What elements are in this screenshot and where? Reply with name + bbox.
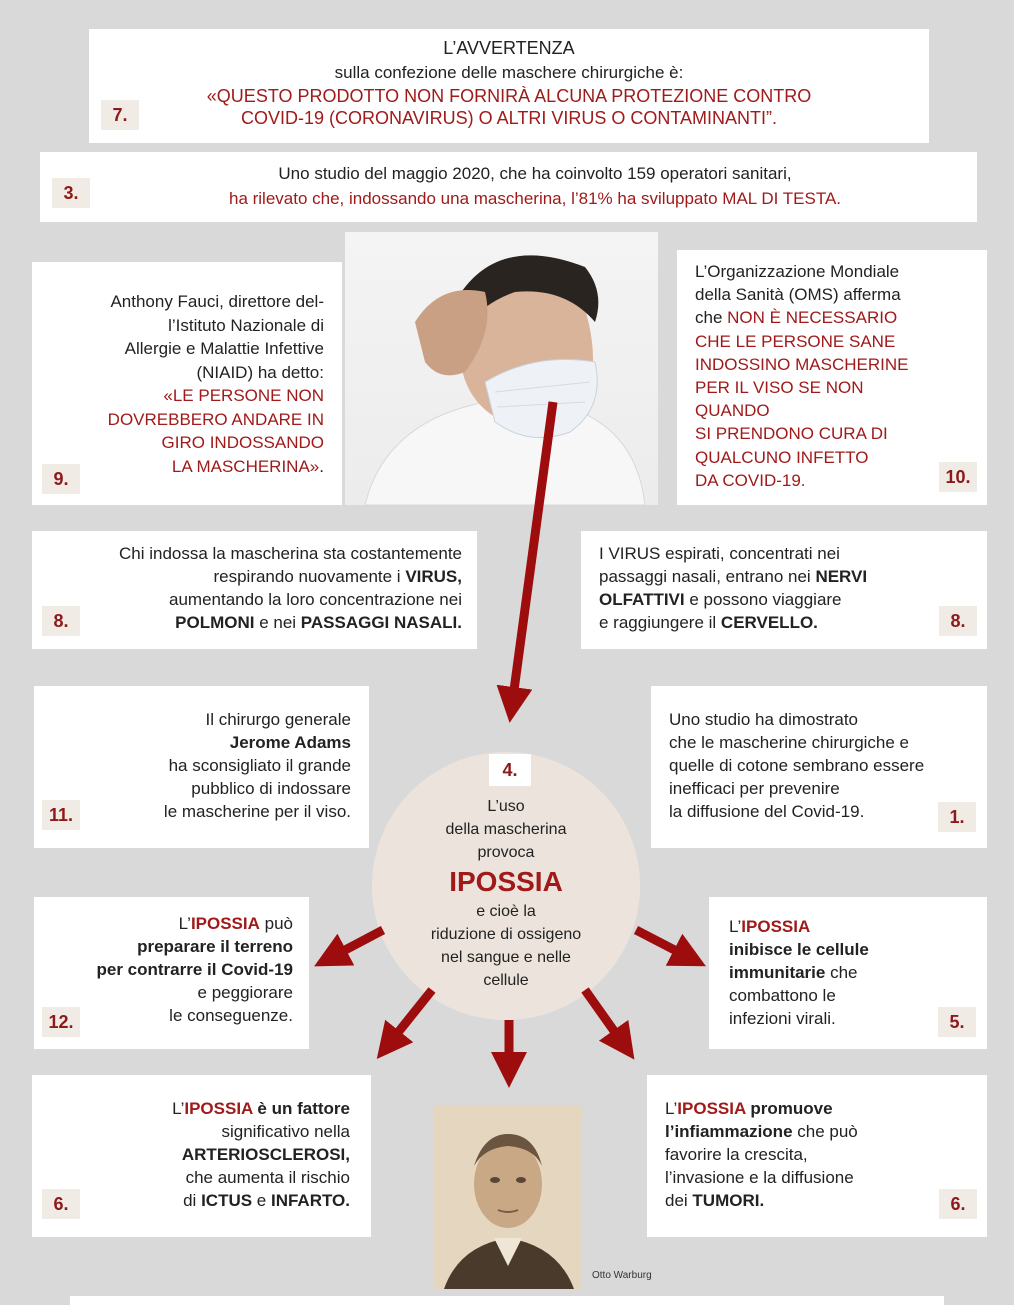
hypoxia-keyword: IPOSSIA [677,1099,746,1118]
surgeon-line: Il chirurgo generale [205,710,351,729]
surgeon-line: ha sconsigliato il grande [168,756,351,775]
tumor-bold: promuove [745,1099,833,1118]
tumor-line: l’invasione e la diffusione [665,1168,854,1187]
point-number: 8. [42,606,80,636]
study-inefficacy-box [651,686,987,848]
inefficacy-line: quelle di cotone sembrano essere [669,756,925,775]
fauci-line: Allergie e Malattie Infettive [124,339,324,358]
inefficacy-line: Uno studio ha dimostrato [669,710,858,729]
hypoxia-covid-line: L’ [178,914,191,933]
arteriosclerosis-bold: INFARTO. [270,1191,350,1210]
inefficacy-line: la diffusione del Covid-19. [669,802,865,821]
study-line2: ha rilevato che, indossando una mascherina, l’81% ha sviluppato MAL DI TESTA. [228,189,842,208]
arteriosclerosis-line: di [183,1191,202,1210]
hypoxia-line: nel sangue e nelle [441,949,571,966]
surgeon-line: le mascherine per il viso. [163,802,351,821]
fauci-box [32,262,342,505]
who-quote-line: INDOSSINO MASCHERINE [695,354,909,374]
warning-box [89,29,929,143]
surgeon-general-box [34,686,369,848]
rebreathing-bold: VIRUS, [405,567,462,586]
who-quote-line: CHE LE PERSONE SANE [695,331,896,351]
fauci-line: (NIAID) ha detto: [196,362,324,382]
masked-man-photo [345,232,658,505]
warning-subtitle: sulla confezione delle maschere chirurgiche è: [334,63,684,82]
who-line: che [695,308,728,328]
fauci-quote-end: . [319,456,324,476]
hypoxia-covid-line: e peggiorare [197,983,293,1002]
fauci-intro [42,290,324,478]
warning-title: L’AVVERTENZA [443,38,575,58]
arteriosclerosis-line: che aumenta il rischio [185,1168,350,1187]
study-line1: Uno studio del maggio 2020, che ha coinvolto 159 operatori sanitari, [278,164,792,183]
who-quote-line: DA COVID-19. [695,470,806,490]
who-quote-line: QUANDO [695,401,770,421]
arrow-right [636,930,690,958]
arteriosclerosis-bold: è un fattore [252,1099,350,1118]
inefficacy-line: inefficaci per prevenire [669,779,840,798]
surgeon-name: Jerome Adams [229,733,351,752]
who-quote-line: SI PRENDONO CURA DI [695,424,888,444]
hypoxia-tumor-box [647,1075,987,1237]
point-number: 10. [939,462,977,492]
fauci-quote-line: GIRO INDOSSANDO [161,433,324,452]
hypoxia-arteriosclerosis-box [32,1075,371,1237]
hypoxia-keyword: IPOSSIA [741,917,811,936]
point-number: 12. [42,1007,80,1037]
hypoxia-covid-bold: preparare il terreno [137,937,293,956]
tumor-line: dei [665,1191,693,1210]
hypoxia-line: cellule [483,972,529,989]
hypoxia-immune-line: che [825,963,858,982]
portrait-caption: Otto Warburg [592,1270,652,1281]
rebreathing-line: e nei [254,613,301,632]
who-line: della Sanità (OMS) afferma [695,285,901,305]
arrow-down-left [388,990,432,1045]
point-number: 5. [938,1007,976,1037]
arteriosclerosis-line: L’ [172,1099,185,1118]
fauci-quote-line: «LE PERSONE NON [163,386,324,405]
surgeon-line: pubblico di indossare [191,779,351,798]
olfactory-line: e possono viaggiare [684,590,842,609]
fauci-line: l’Istituto Nazionale di [168,315,324,335]
tumor-line: che può [792,1122,858,1141]
warning-quote-line2: COVID-19 (CORONAVIRUS) O ALTRI VIRUS O CONTAMINANTI”. [240,108,778,128]
portrait-illustration [434,1106,582,1289]
hypoxia-title: IPOSSIA [449,866,563,897]
point-number: 1. [938,802,976,832]
hypoxia-covid-line: può [259,914,293,933]
rebreathing-line: aumentando la loro concentrazione nei [169,590,462,609]
olfactory-bold: NERVI [815,567,868,586]
olfactory-nerve-box [581,531,987,649]
arteriosclerosis-bold: ICTUS [201,1191,253,1210]
hypoxia-immune-line: infezioni virali. [729,1009,836,1028]
olfactory-text [599,542,979,634]
tumor-text [665,1097,983,1212]
who-box [677,250,987,505]
tumor-line: favorire la crescita, [665,1145,808,1164]
arteriosclerosis-text [42,1097,350,1212]
hypoxia-line: provoca [477,844,535,861]
olfactory-line: passaggi nasali, entrano nei [599,567,816,586]
inefficacy-line: che le mascherine chirurgiche e [669,733,910,752]
hypoxia-text [372,795,640,992]
study-headache-box [40,152,977,222]
masked-man-illustration [345,232,658,505]
warning-quote-line1: «QUESTO PRODOTTO NON FORNIRÀ ALCUNA PROTEZIONE CONTRO [206,86,812,106]
arteriosclerosis-line: significativo nella [221,1122,350,1141]
hypoxia-immune-line: combattono le [729,986,836,1005]
arrow-down-right [585,990,624,1045]
surgeon-text [44,708,351,823]
bottom-strip [70,1296,944,1305]
hypoxia-immune-box [709,897,987,1049]
hypoxia-covid-box [34,897,309,1049]
who-quote-line: QUALCUNO INFETTO [695,447,869,467]
rebreathing-bold: PASSAGGI NASALI. [300,613,462,632]
fauci-line: Anthony Fauci, direttore del- [110,292,324,311]
hypoxia-circle [372,752,640,1020]
hypoxia-line: e cioè la [476,903,536,920]
point-number: 3. [52,178,90,208]
hypoxia-immune-bold: inibisce le cellule [729,940,869,959]
point-number: 4. [489,754,531,786]
point-number: 8. [939,606,977,636]
rebreathing-line: respirando nuovamente i [213,567,406,586]
point-number: 6. [42,1189,80,1219]
tumor-bold: l’infiammazione [665,1122,793,1141]
hypoxia-line: L’uso [487,798,525,815]
point-number: 6. [939,1189,977,1219]
hypoxia-keyword: IPOSSIA [190,914,260,933]
olfactory-bold: OLFATTIVI [599,590,685,609]
who-quote-line: NON È NECESSARIO [727,308,898,328]
arteriosclerosis-line: e [252,1191,271,1210]
olfactory-bold: CERVELLO. [720,613,818,632]
otto-warburg-portrait [434,1106,582,1289]
who-line: L’Organizzazione Mondiale [695,262,900,281]
point-number: 9. [42,464,80,494]
tumor-bold: TUMORI. [692,1191,765,1210]
olfactory-line: e raggiungere il [599,613,721,632]
rebreathing-virus-box [32,531,477,649]
hypoxia-keyword: IPOSSIA [184,1099,253,1118]
rebreathing-bold: POLMONI [175,613,255,632]
tumor-line: L’ [665,1099,678,1118]
hypoxia-covid-line: le conseguenze. [169,1006,293,1025]
rebreathing-line: Chi indossa la mascherina sta costantemente [118,544,462,563]
hypoxia-immune-line: L’ [729,917,742,936]
point-number: 11. [42,800,80,830]
who-text [695,260,980,492]
fauci-quote-line: LA MASCHERINA» [171,456,320,476]
arteriosclerosis-bold: ARTERIOSCLEROSI, [181,1145,350,1164]
hypoxia-covid-bold: per contrarre il Covid-19 [96,960,293,979]
fauci-quote-line: DOVREBBERO ANDARE IN [107,409,324,429]
hypoxia-immune-bold: immunitarie [729,963,826,982]
rebreathing-text [42,542,462,634]
olfactory-line: I VIRUS espirati, concentrati nei [599,544,840,563]
hypoxia-line: della mascherina [445,821,567,838]
inefficacy-text [669,708,984,823]
point-number: 7. [101,100,139,130]
who-quote-line: PER IL VISO SE NON [695,378,864,398]
hypoxia-line: riduzione di ossigeno [430,926,582,943]
